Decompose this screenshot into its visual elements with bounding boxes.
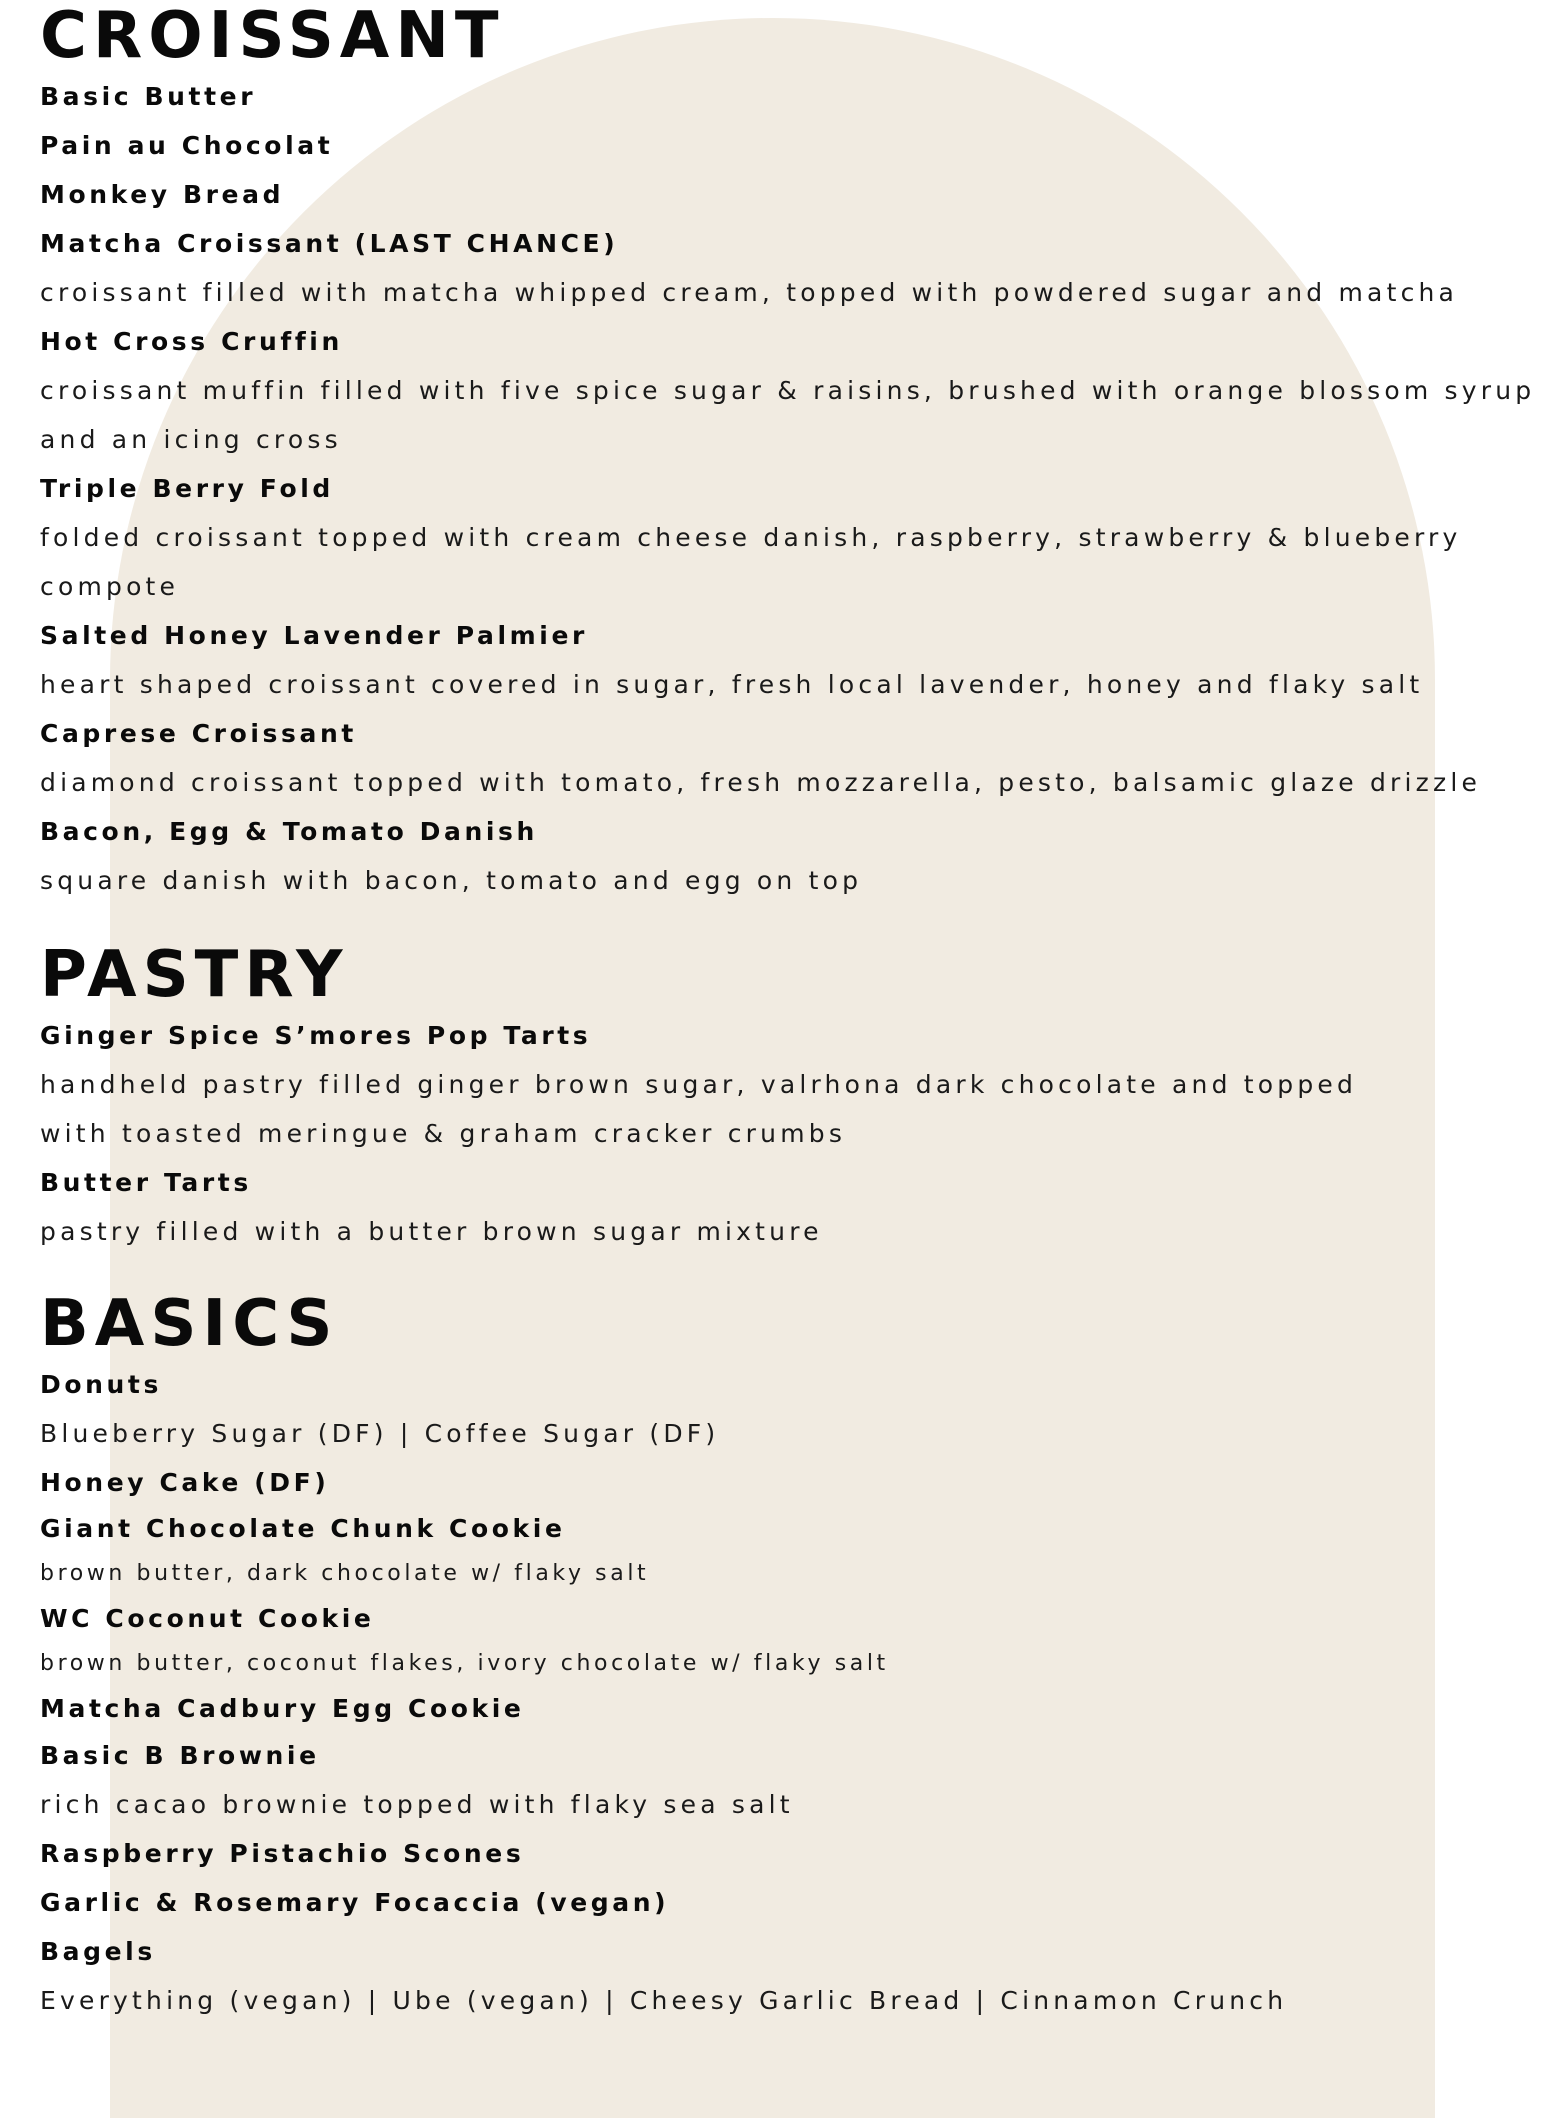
item-butter-tarts-description: pastry filled with a butter brown sugar mixture [40, 1217, 823, 1246]
item-coconut-cookie: WC Coconut Cookie [40, 1604, 375, 1633]
item-pain-au-chocolat: Pain au Chocolat [40, 131, 334, 160]
item-hot-cross-cruffin: Hot Cross Cruffin [40, 327, 343, 356]
item-caprese-croissant-description: diamond croissant topped with tomato, fresh mozzarella, pesto, balsamic glaze drizzle [40, 768, 1482, 797]
item-bacon-egg-tomato-danish: Bacon, Egg & Tomato Danish [40, 817, 538, 846]
item-bagels-description: Everything (vegan) | Ube (vegan) | Cheesy Garlic Bread | Cinnamon Crunch [40, 1986, 1288, 2015]
item-basic-b-brownie: Basic B Brownie [40, 1741, 320, 1770]
item-donuts: Donuts [40, 1370, 162, 1399]
pastry-title: PASTRY [40, 938, 349, 1012]
item-focaccia: Garlic & Rosemary Focaccia (vegan) [40, 1888, 670, 1917]
item-pop-tarts-description-1: handheld pastry filled ginger brown sugar, valrhona dark chocolate and topped [40, 1070, 1358, 1099]
menu [40, 0, 1536, 2025]
item-matcha-croissant-description: croissant filled with matcha whipped cream, topped with powdered sugar and matcha [40, 278, 1459, 307]
item-triple-berry-fold: Triple Berry Fold [40, 474, 334, 503]
section-spacer [40, 905, 1520, 939]
item-bacon-egg-tomato-danish-description: square danish with bacon, tomato and egg on top [40, 866, 863, 895]
croissant-title: CROISSANT [40, 0, 505, 73]
item-hot-cross-cruffin-description-2: and an icing cross [40, 425, 342, 454]
item-triple-berry-fold-description-2: compote [40, 572, 180, 601]
item-bagels: Bagels [40, 1937, 156, 1966]
item-basic-butter: Basic Butter [40, 82, 257, 111]
item-coconut-cookie-description: brown butter, coconut flakes, ivory chocolate w/ flaky salt [40, 1651, 889, 1676]
section-spacer [40, 1256, 1520, 1288]
item-butter-tarts: Butter Tarts [40, 1168, 252, 1197]
item-caprese-croissant: Caprese Croissant [40, 719, 357, 748]
item-triple-berry-fold-description-1: folded croissant topped with cream cheese danish, raspberry, strawberry & blueberry [40, 523, 1462, 552]
item-donuts-description: Blueberry Sugar (DF) | Coffee Sugar (DF) [40, 1419, 720, 1448]
item-pop-tarts-description-2: with toasted meringue & graham cracker crumbs [40, 1119, 847, 1148]
croissant-section [40, 0, 1536, 905]
item-cadbury-egg-cookie: Matcha Cadbury Egg Cookie [40, 1694, 525, 1723]
item-chocolate-chunk-cookie-description: brown butter, dark chocolate w/ flaky salt [40, 1561, 650, 1586]
item-chocolate-chunk-cookie: Giant Chocolate Chunk Cookie [40, 1514, 566, 1543]
basics-title: BASICS [40, 1287, 339, 1361]
item-monkey-bread: Monkey Bread [40, 180, 285, 209]
basics-section [40, 1288, 1520, 2025]
item-palmier: Salted Honey Lavender Palmier [40, 621, 588, 650]
pastry-section [40, 939, 1520, 1256]
item-pop-tarts: Ginger Spice S’mores Pop Tarts [40, 1021, 592, 1050]
item-matcha-croissant: Matcha Croissant (LAST CHANCE) [40, 229, 619, 258]
item-palmier-description: heart shaped croissant covered in sugar, fresh local lavender, honey and flaky salt [40, 670, 1424, 699]
item-pistachio-scones: Raspberry Pistachio Scones [40, 1839, 525, 1868]
item-basic-b-brownie-description: rich cacao brownie topped with flaky sea salt [40, 1790, 794, 1819]
item-hot-cross-cruffin-description-1: croissant muffin filled with five spice sugar & raisins, brushed with orange blossom syrup [40, 376, 1536, 405]
item-honey-cake: Honey Cake (DF) [40, 1468, 330, 1497]
